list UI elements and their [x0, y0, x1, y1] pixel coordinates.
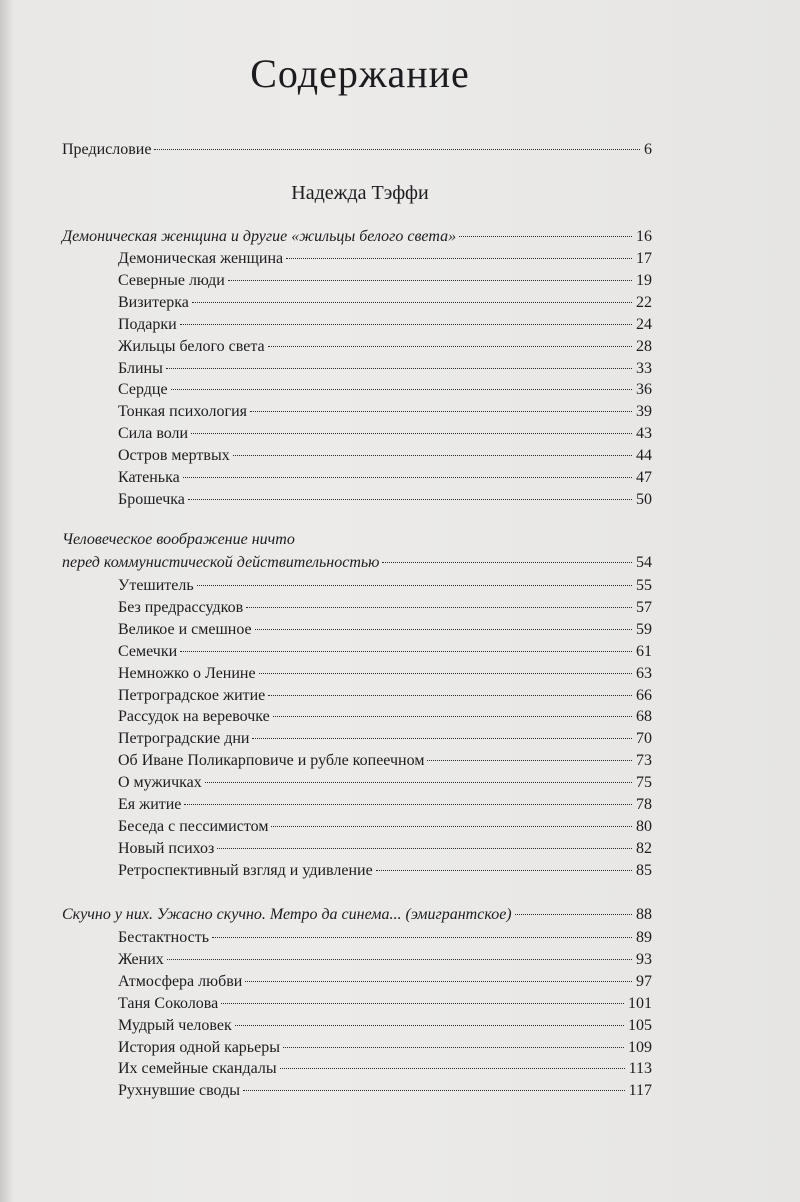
- toc-entry-label: Великое и смешное: [118, 620, 252, 638]
- toc-entry-page: 36: [636, 381, 652, 399]
- toc-entry: [118, 468, 652, 488]
- dot-leader: [217, 848, 632, 849]
- dot-leader: [235, 1025, 624, 1026]
- toc-entry-page: 33: [636, 359, 652, 377]
- dot-leader: [376, 870, 632, 871]
- dot-leader: [255, 629, 632, 630]
- toc-entry-page: 24: [636, 315, 652, 333]
- toc-entry-label: Атмосфера любви: [118, 972, 243, 990]
- toc-entry-page: 73: [636, 752, 652, 770]
- dot-leader: [259, 673, 632, 674]
- dot-leader: [184, 804, 632, 805]
- toc-entry-label: Об Иване Поликарповиче и рубле копеечном: [118, 752, 425, 770]
- dot-leader: [180, 651, 632, 652]
- toc-entry-page: 113: [628, 1060, 652, 1078]
- toc-entry-page: 109: [628, 1038, 652, 1056]
- dot-leader: [188, 499, 632, 500]
- dot-leader: [382, 562, 632, 563]
- toc-entry-page: 117: [628, 1082, 652, 1100]
- toc-entry: [118, 598, 652, 618]
- toc-entry-page: 55: [636, 577, 652, 594]
- toc-entry-page: 22: [636, 293, 652, 311]
- toc-entry: [118, 271, 652, 291]
- toc-entry: [118, 359, 652, 379]
- toc-entry: [118, 620, 652, 640]
- toc-entry-page: 97: [636, 972, 652, 990]
- toc-entry-label: Сила воли: [118, 425, 189, 443]
- toc-entry: [118, 861, 652, 881]
- dot-leader: [252, 738, 632, 739]
- toc-entry-page: 82: [636, 839, 652, 857]
- dot-leader: [197, 585, 632, 586]
- dot-leader: [515, 914, 632, 915]
- toc-entry-page: 70: [636, 730, 652, 748]
- dot-leader: [183, 477, 632, 478]
- dot-leader: [459, 236, 632, 237]
- toc-entry-label: Демоническая женщина и другие «жильцы белого света»: [62, 228, 457, 245]
- toc-entry-page: 57: [636, 598, 652, 616]
- toc-entry: [118, 446, 652, 466]
- toc-entry-page: 63: [636, 664, 652, 682]
- toc-entry: [118, 795, 652, 815]
- toc-entry: [118, 1016, 652, 1036]
- toc-entry: [118, 972, 652, 992]
- toc-entry-label: О мужичках: [118, 774, 202, 792]
- dot-leader: [167, 959, 632, 960]
- toc-entry-label: Рухнувшие своды: [118, 1082, 240, 1100]
- toc-entry-label: Беседа с пессимистом: [118, 817, 269, 835]
- author-heading: Надежда Тэффи: [291, 182, 429, 204]
- toc-entry: [118, 490, 652, 510]
- toc-entry-page: 54: [636, 554, 652, 571]
- toc-entry-label: Визитерка: [118, 293, 189, 311]
- toc-entry: [118, 751, 652, 771]
- toc-entry-page: 47: [636, 469, 652, 486]
- toc-entry-page: 66: [636, 686, 652, 704]
- toc-entry-label: Их семейные скандалы: [118, 1060, 277, 1078]
- dot-leader: [154, 149, 640, 150]
- toc-entry-page: 85: [636, 861, 652, 879]
- toc-entry-label: Демоническая женщина: [118, 250, 284, 267]
- dot-leader: [271, 826, 632, 827]
- toc-entry-label: Ея житие: [118, 796, 182, 813]
- toc-entry-label: Новый психоз: [118, 839, 215, 857]
- toc-entry-preface: [62, 140, 652, 160]
- toc-entry-label: Скучно у них. Ужасно скучно. Метро да синема... (эмигрантское): [62, 906, 512, 923]
- toc-entry-page: 16: [636, 228, 652, 245]
- toc-entry-page: 17: [636, 250, 652, 267]
- toc-entry: [118, 817, 652, 837]
- toc-entry-label: Северные люди: [118, 271, 225, 289]
- dot-leader: [427, 760, 632, 761]
- dot-leader: [273, 716, 632, 717]
- toc-entry-page: 88: [636, 906, 652, 923]
- toc-entry-page: 80: [636, 817, 652, 835]
- toc-entry-label: Петроградское житие: [118, 686, 266, 704]
- toc-entry-page: 101: [628, 994, 652, 1012]
- toc-entry-label: Мудрый человек: [118, 1016, 232, 1034]
- dot-leader: [221, 1003, 624, 1004]
- toc-entry-page: 6: [644, 141, 652, 158]
- toc-entry-page: 68: [636, 708, 652, 726]
- toc-entry-page: 61: [636, 642, 652, 660]
- toc-entry: [118, 839, 652, 859]
- dot-leader: [246, 607, 632, 608]
- toc-section-heading-line1: Человеческое воображение ничто: [62, 531, 295, 548]
- toc-entry-page: 89: [636, 929, 652, 946]
- toc-entry-label: Бестактность: [118, 929, 209, 946]
- toc-entry: [118, 1038, 652, 1058]
- toc-entry: [118, 686, 652, 706]
- toc-entry-label: Предисловие: [62, 141, 152, 158]
- toc-entry-page: 93: [636, 950, 652, 968]
- toc-entry: [118, 729, 652, 749]
- toc-entry-page: 28: [636, 337, 652, 355]
- toc-entry: [118, 315, 652, 335]
- toc-entry-label: Жених: [118, 950, 164, 968]
- dot-leader: [180, 324, 632, 325]
- toc-entry: [118, 707, 652, 727]
- dot-leader: [286, 258, 632, 259]
- dot-leader: [268, 346, 632, 347]
- toc-entry-label: Таня Соколова: [118, 994, 219, 1012]
- dot-leader: [191, 433, 632, 434]
- toc-entry: [118, 293, 652, 313]
- dot-leader: [166, 368, 632, 369]
- toc-entry-label: Тонкая психология: [118, 403, 247, 421]
- dot-leader: [171, 389, 632, 390]
- toc-entry-page: 43: [636, 425, 652, 443]
- toc-section-heading: [62, 553, 652, 573]
- toc-entry-label: Без предрассудков: [118, 598, 244, 616]
- dot-leader: [192, 302, 632, 303]
- toc-entry: [118, 642, 652, 662]
- toc-entry-label: Блины: [118, 359, 163, 377]
- toc-entry: [118, 576, 652, 596]
- toc-entry-label: Рассудок на веревочке: [118, 708, 270, 726]
- dot-leader: [212, 937, 632, 938]
- dot-leader: [245, 981, 632, 982]
- toc-entry-label: Жильцы белого света: [118, 337, 265, 355]
- toc-entry-label: Петроградские дни: [118, 730, 250, 748]
- toc-section-heading: [62, 227, 652, 247]
- toc-entry-page: 44: [636, 447, 652, 465]
- toc-entry-label: Семечки: [118, 642, 178, 660]
- toc-entry-page: 19: [636, 271, 652, 289]
- toc-entry-label: Остров мертвых: [118, 447, 230, 465]
- dot-leader: [268, 695, 632, 696]
- toc-entry: [118, 773, 652, 793]
- toc-entry: [118, 1059, 652, 1079]
- dot-leader: [250, 411, 632, 412]
- toc-entry: [118, 402, 652, 422]
- toc-entry-label: История одной карьеры: [118, 1038, 280, 1056]
- dot-leader: [205, 782, 632, 783]
- toc-entry-page: 75: [636, 774, 652, 792]
- toc-entry: [118, 424, 652, 444]
- toc-entry: [118, 380, 652, 400]
- dot-leader: [243, 1090, 625, 1091]
- toc-entry-label: Немножко о Ленине: [118, 664, 256, 682]
- toc-entry-label: перед коммунистической действительностью: [62, 554, 380, 571]
- toc-entry: [118, 249, 652, 269]
- toc-entry-label: Брошечка: [118, 490, 185, 508]
- toc-entry-label: Подарки: [118, 315, 177, 333]
- toc-entry: [118, 1081, 652, 1101]
- toc-entry-label: Утешитель: [118, 577, 194, 594]
- toc-entry-page: 78: [636, 796, 652, 813]
- toc-entry-page: 50: [636, 490, 652, 508]
- toc-entry: [118, 337, 652, 357]
- toc-entry-page: 105: [628, 1016, 652, 1034]
- toc-entry: [118, 664, 652, 684]
- toc-entry-label: Катенька: [118, 469, 180, 486]
- dot-leader: [283, 1047, 624, 1048]
- dot-leader: [280, 1068, 625, 1069]
- toc-entry-label: Сердце: [118, 381, 168, 399]
- toc-entry-label: Ретроспективный взгляд и удивление: [118, 861, 373, 879]
- page-title: Содержание: [250, 51, 470, 96]
- dot-leader: [228, 280, 632, 281]
- toc-entry-page: 39: [636, 403, 652, 421]
- dot-leader: [233, 455, 632, 456]
- toc-entry: [118, 950, 652, 970]
- toc-entry-page: 59: [636, 620, 652, 638]
- toc-entry: [118, 994, 652, 1014]
- toc-section-heading: [62, 905, 652, 925]
- toc-entry: [118, 928, 652, 948]
